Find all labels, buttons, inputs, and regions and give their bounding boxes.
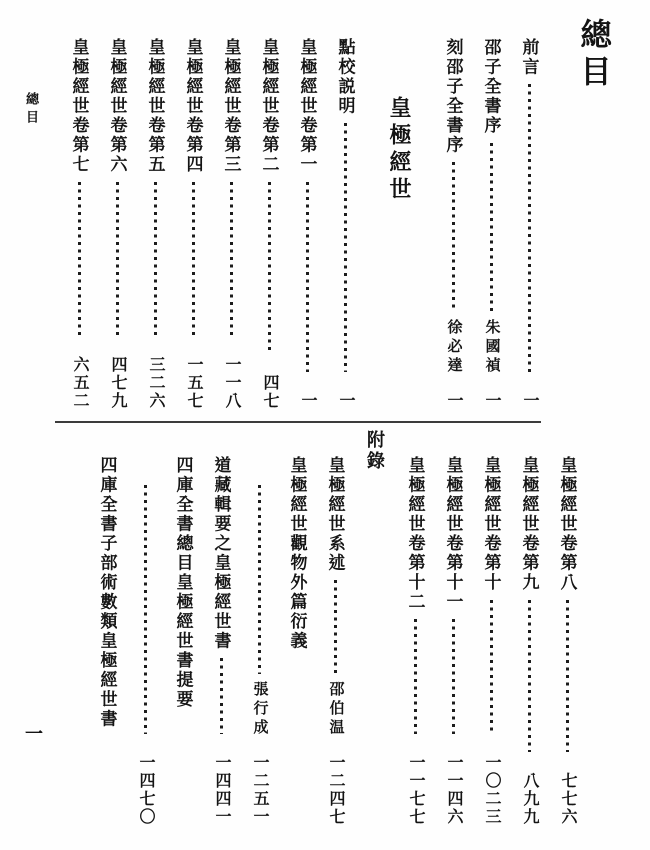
entry-title: 皇極經世卷第十二 xyxy=(405,456,425,612)
toc-entry xyxy=(326,18,364,410)
toc-entry xyxy=(60,18,98,410)
entry-page-number: 七七六 xyxy=(559,772,576,826)
entry-page-number: 八九九 xyxy=(521,772,538,826)
toc-entry xyxy=(250,18,288,410)
section-header-text: 附錄 xyxy=(365,430,385,472)
dotted-leader xyxy=(528,84,531,372)
toc-entry xyxy=(510,430,548,826)
entry-page-number: 一 xyxy=(521,392,538,410)
dotted-leader xyxy=(258,485,261,674)
entry-title: 皇極經世卷第十 xyxy=(481,456,501,593)
page-title-text: 總目 xyxy=(575,18,611,92)
toc-entry xyxy=(396,430,434,826)
toc-entry xyxy=(174,18,212,410)
entry-title: 皇極經世卷第三 xyxy=(221,38,241,175)
entry-title: 皇極經世卷第二 xyxy=(259,38,279,175)
entry-title: 道藏輯要之皇極經世書 xyxy=(211,456,231,651)
entry-page-number: 一一四六 xyxy=(445,754,462,826)
dotted-leader xyxy=(566,600,569,753)
dotted-leader xyxy=(452,162,455,312)
entry-page-number: 一五七 xyxy=(185,356,202,410)
entry-page-number: 一四四一 xyxy=(213,754,230,826)
toc-entry xyxy=(434,430,472,826)
entry-page-number: 一四七〇 xyxy=(137,754,154,826)
entry-title: 邵子全書序 xyxy=(481,38,501,136)
dotted-leader xyxy=(116,182,119,337)
entry-page-number: 一 xyxy=(445,392,462,410)
dotted-leader xyxy=(528,600,531,753)
entry-title: 皇極經世卷第十一 xyxy=(443,456,463,612)
section-header xyxy=(378,18,420,410)
entry-title: 皇極經世系述 xyxy=(325,456,345,573)
entry-title: 皇極經世卷第八 xyxy=(557,456,577,593)
entry-page-number: 一二五一 xyxy=(251,754,268,826)
entry-page-number: 一 xyxy=(483,392,500,410)
dotted-leader xyxy=(452,619,455,734)
dotted-leader xyxy=(334,580,337,674)
toc-entry xyxy=(316,430,354,826)
entry-page-number: 一二四七 xyxy=(327,754,344,826)
toc-entry xyxy=(212,18,250,410)
entry-page-number: 四七九 xyxy=(109,356,126,410)
entry-title: 皇極經世卷第四 xyxy=(183,38,203,175)
dotted-leader xyxy=(306,182,309,373)
entry-author: 張行成 xyxy=(251,681,268,738)
toc-entry xyxy=(434,18,472,410)
entry-title: 刻邵子全書序 xyxy=(443,38,463,155)
toc-back-section xyxy=(88,430,586,826)
section-header-text: 皇極經世 xyxy=(387,96,412,204)
entry-author: 朱國禎 xyxy=(483,319,500,376)
entry-title: 前言 xyxy=(519,38,539,77)
toc-entry xyxy=(164,430,202,826)
entry-page-number: 四七 xyxy=(261,374,278,410)
entry-page-number: 一 xyxy=(337,392,354,410)
dotted-leader xyxy=(490,143,493,313)
entry-title: 四庫全書子部術數類皇極經世書 xyxy=(97,456,117,729)
toc-entry-continuation xyxy=(240,430,278,826)
entry-title: 皇極經世卷第七 xyxy=(69,38,89,175)
toc-entry xyxy=(88,430,126,826)
toc-entry xyxy=(510,18,548,410)
entry-page-number: 一 xyxy=(299,392,316,410)
toc-entry xyxy=(288,18,326,410)
toc-entry-continuation xyxy=(126,430,164,826)
toc-entry xyxy=(548,430,586,826)
dotted-leader xyxy=(268,182,271,355)
folio-number: 一 xyxy=(23,724,43,742)
dotted-leader xyxy=(230,182,233,337)
entry-title: 皇極經世卷第五 xyxy=(145,38,165,175)
section-divider-rule xyxy=(55,421,541,423)
entry-page-number: 一一八 xyxy=(223,356,240,410)
toc-entry xyxy=(98,18,136,410)
toc-entry xyxy=(472,430,510,826)
entry-author: 徐必達 xyxy=(445,319,462,376)
toc-entry xyxy=(278,430,316,826)
entry-title: 皇極經世卷第一 xyxy=(297,38,317,175)
entry-title: 皇極經世卷第九 xyxy=(519,456,539,593)
page-title xyxy=(572,18,614,410)
toc-entry xyxy=(202,430,240,826)
dotted-leader xyxy=(192,182,195,337)
toc-entry xyxy=(472,18,510,410)
dotted-leader xyxy=(344,123,347,372)
dotted-leader xyxy=(490,600,493,735)
entry-title: 四庫全書總目皇極經世書提要 xyxy=(173,456,193,710)
dotted-leader xyxy=(144,485,147,734)
entry-title: 皇極經世卷第六 xyxy=(107,38,127,175)
dotted-leader xyxy=(154,182,157,337)
entry-page-number: 三二六 xyxy=(147,356,164,410)
entry-title: 皇極經世觀物外篇衍義 xyxy=(287,456,307,651)
toc-entry xyxy=(136,18,174,410)
entry-page-number: 六五二 xyxy=(71,356,88,410)
running-header: 總目 xyxy=(24,92,39,128)
entry-page-number: 一一七七 xyxy=(407,754,424,826)
dotted-leader xyxy=(220,658,223,734)
dotted-leader xyxy=(78,182,81,337)
dotted-leader xyxy=(414,619,417,734)
entry-page-number: 一〇二三 xyxy=(483,754,500,826)
entry-title: 點校説明 xyxy=(335,38,355,116)
section-header xyxy=(354,430,396,826)
toc-front-section xyxy=(60,18,614,410)
entry-author: 邵伯温 xyxy=(327,681,344,738)
